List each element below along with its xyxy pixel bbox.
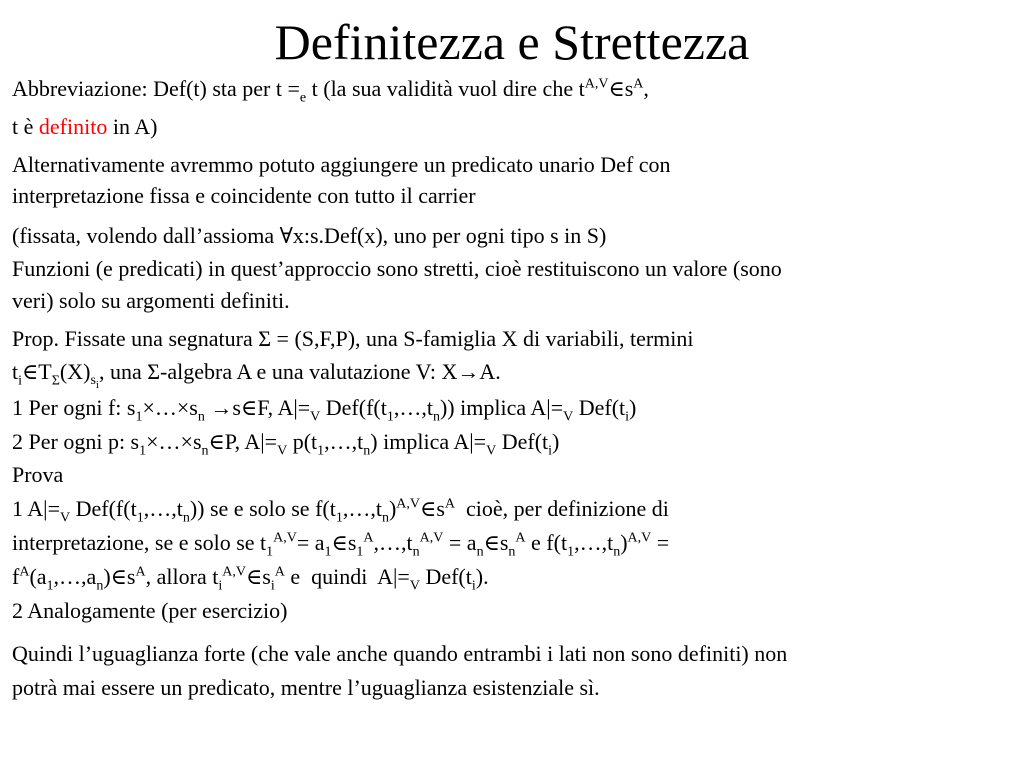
line-alternativamente: Alternativamente avremmo potuto aggiungere un predicato unario Def con xyxy=(12,152,671,177)
highlight-definito: definito xyxy=(38,114,108,139)
line-proof-3: $f^A(a_1,\dots,a_n)\in s^A$, allora $t_i^{A,V}\in s_i^A$ e quindi $A|=_V$ $Def(t_i)$. xyxy=(12,564,489,594)
line-prop: Prop. Fissate una segnatura Σ = (S,F,P), una S-famiglia X di variabili, termini xyxy=(12,326,694,351)
line-potra: potrà mai essere un predicato, mentre l’uguaglianza esistenziale sì. xyxy=(12,675,600,700)
line-proof-2: interpretazione, se e solo se $t_1^{A,V}=$ $a_1\in s_1^A,\dots,t_n^{A,V}$ = $a_n\in s_n^A$ e $f(t_1,\dots,t_n)^{A,V}$ = xyxy=(12,530,670,560)
text-segment: t è xyxy=(12,114,39,139)
line-definito xyxy=(12,114,157,140)
line-abbreviazione: Abbreviazione: Def(t) sta per $t =_e$ t (la sua validità vuol dire che $t^{A,V}\in s^A$, xyxy=(12,76,649,106)
line-prova: Prova xyxy=(12,462,64,487)
line-termini: $t_i\in T_\Sigma(X)_{s_i}$, una Σ-algebra A e una valutazione V: X→A. xyxy=(12,359,501,392)
text-segment: in A) xyxy=(107,114,158,139)
line-interpretazione: interpretazione fissa e coincidente con tutto il carrier xyxy=(12,183,476,208)
line-per-ogni-p: 2 Per ogni p: $s_1\times\dots\times s_n\in P$, $A|=_V$ $p(t_1,\dots,t_n)$ implica $A|=_V$ $Def(t_i)$ xyxy=(12,429,560,459)
line-fissata: (fissata, volendo dall’assioma ∀x:s.Def(x), uno per ogni tipo s in S) xyxy=(12,223,607,248)
line-analogamente: 2 Analogamente (per esercizio) xyxy=(12,598,288,623)
line-proof-1: 1 $A|=_V$ $Def(f(t_1,\dots,t_n))$ se e solo se $f(t_1,\dots,t_n)^{A,V}\in s^A$ cioè, per definizione di xyxy=(12,496,669,526)
line-quindi: Quindi l’uguaglianza forte (che vale anche quando entrambi i lati non sono definiti) non xyxy=(12,641,788,666)
line-veri: veri) solo su argomenti definiti. xyxy=(12,288,290,313)
line-per-ogni-f: 1 Per ogni f: $s_1\times\dots\times s_n$ →s∈F, $A|=_V$ $Def(f(t_1,\dots,t_n))$ implica $A|=_V$ $Def(t_i)$ xyxy=(12,395,637,425)
slide-title: Definitezza e Strettezza xyxy=(274,14,750,70)
line-funzioni: Funzioni (e predicati) in quest’approccio sono stretti, cioè restituiscono un valore (sono xyxy=(12,256,782,281)
